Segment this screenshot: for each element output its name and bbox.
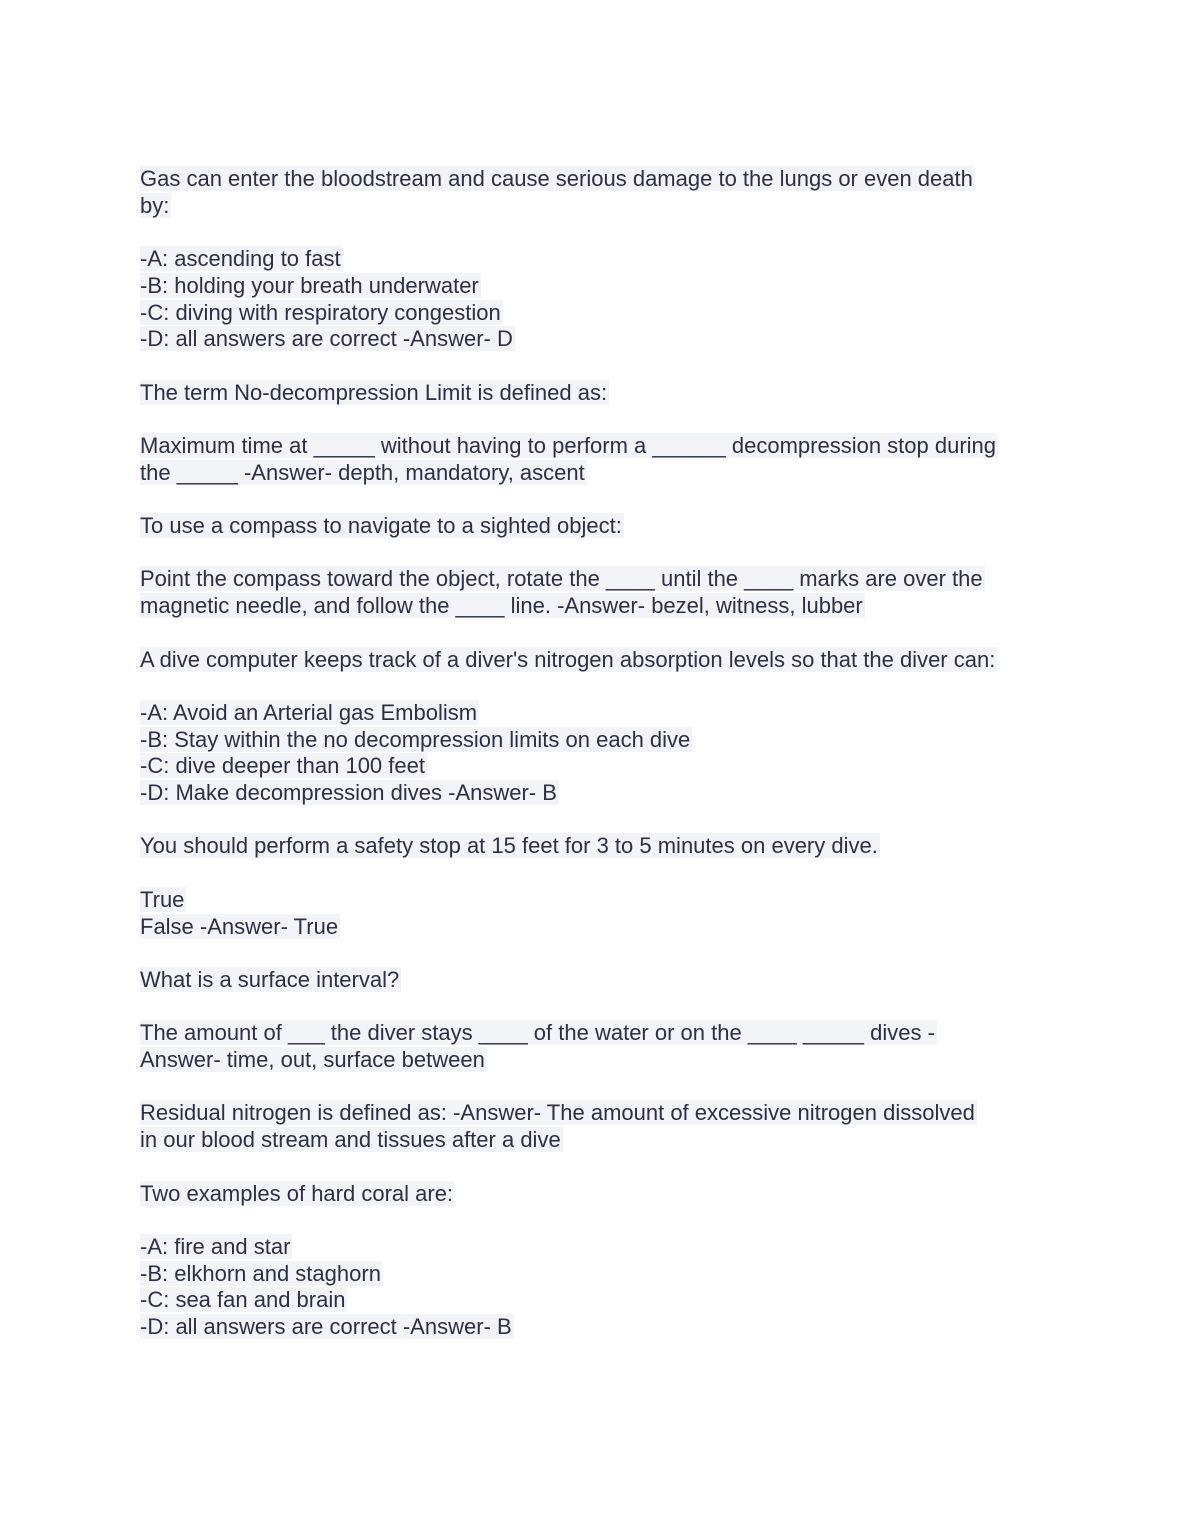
paragraph-gap (140, 219, 1055, 246)
question-compass (140, 513, 1055, 540)
text-line: in our blood stream and tissues after a dive (140, 1127, 561, 1153)
option-line: True (140, 886, 185, 912)
option-line: -C: dive deeper than 100 feet (140, 753, 425, 779)
paragraph-gap (140, 1074, 1055, 1101)
paragraph-gap (140, 1154, 1055, 1181)
option-line: -D: Make decompression dives -Answer- B (140, 780, 557, 806)
paragraph-gap (140, 673, 1055, 700)
answer-options-safety-stop (140, 887, 1055, 940)
paragraph-gap (140, 1207, 1055, 1234)
option-line: -A: Avoid an Arterial gas Embolism (140, 699, 478, 725)
option-line: False -Answer- True (140, 913, 339, 939)
text-line: Residual nitrogen is defined as: -Answer- The amount of excessive nitrogen dissolved (140, 1100, 975, 1126)
text-line: To use a compass to navigate to a sighted object: (140, 513, 622, 539)
text-line: A dive computer keeps track of a diver's nitrogen absorption levels so that the diver can: (140, 646, 996, 672)
paragraph-gap (140, 406, 1055, 433)
text-line: What is a surface interval? (140, 966, 400, 992)
paragraph-gap (140, 620, 1055, 647)
text-line: magnetic needle, and follow the ____ line. -Answer- bezel, witness, lubber (140, 593, 863, 619)
option-line: -C: diving with respiratory congestion (140, 299, 501, 325)
answer-options-hard-coral (140, 1234, 1055, 1341)
paragraph-gap (140, 486, 1055, 513)
document-body (140, 166, 1055, 1341)
question-residual-nitrogen (140, 1100, 1055, 1153)
answer-surface-interval (140, 1020, 1055, 1073)
text-line: Maximum time at _____ without having to perform a ______ decompression stop during (140, 432, 997, 458)
answer-options-dive-computer (140, 700, 1055, 807)
option-line: -C: sea fan and brain (140, 1287, 346, 1313)
answer-no-decompression-limit (140, 433, 1055, 486)
paragraph-gap (140, 807, 1055, 834)
text-line: Point the compass toward the object, rotate the ____ until the ____ marks are over the (140, 566, 983, 592)
answer-options-gas-bloodstream (140, 246, 1055, 353)
question-hard-coral (140, 1181, 1055, 1208)
paragraph-gap (140, 940, 1055, 967)
text-line: Gas can enter the bloodstream and cause serious damage to the lungs or even death (140, 166, 973, 191)
option-line: -B: holding your breath underwater (140, 272, 479, 298)
option-line: -A: ascending to fast (140, 246, 341, 272)
text-line: by: (140, 192, 170, 218)
option-line: -A: fire and star (140, 1233, 291, 1259)
text-line: The term No-decompression Limit is defined as: (140, 379, 608, 405)
option-line: -D: all answers are correct -Answer- D (140, 326, 513, 352)
paragraph-gap (140, 860, 1055, 887)
text-line: Two examples of hard coral are: (140, 1180, 454, 1206)
question-gas-bloodstream (140, 166, 1055, 219)
option-line: -D: all answers are correct -Answer- B (140, 1314, 512, 1340)
question-no-decompression-limit (140, 380, 1055, 407)
text-line: the _____ -Answer- depth, mandatory, ascent (140, 459, 585, 485)
text-line: Answer- time, out, surface between (140, 1047, 485, 1073)
text-line: You should perform a safety stop at 15 feet for 3 to 5 minutes on every dive. (140, 833, 878, 859)
option-line: -B: elkhorn and staghorn (140, 1260, 381, 1286)
option-line: -B: Stay within the no decompression limits on each dive (140, 726, 691, 752)
paragraph-gap (140, 540, 1055, 567)
question-dive-computer (140, 647, 1055, 674)
paragraph-gap (140, 353, 1055, 380)
answer-compass (140, 566, 1055, 619)
question-surface-interval (140, 967, 1055, 994)
paragraph-gap (140, 994, 1055, 1021)
question-safety-stop (140, 833, 1055, 860)
text-line: The amount of ___ the diver stays ____ of the water or on the ____ _____ dives - (140, 1020, 935, 1046)
